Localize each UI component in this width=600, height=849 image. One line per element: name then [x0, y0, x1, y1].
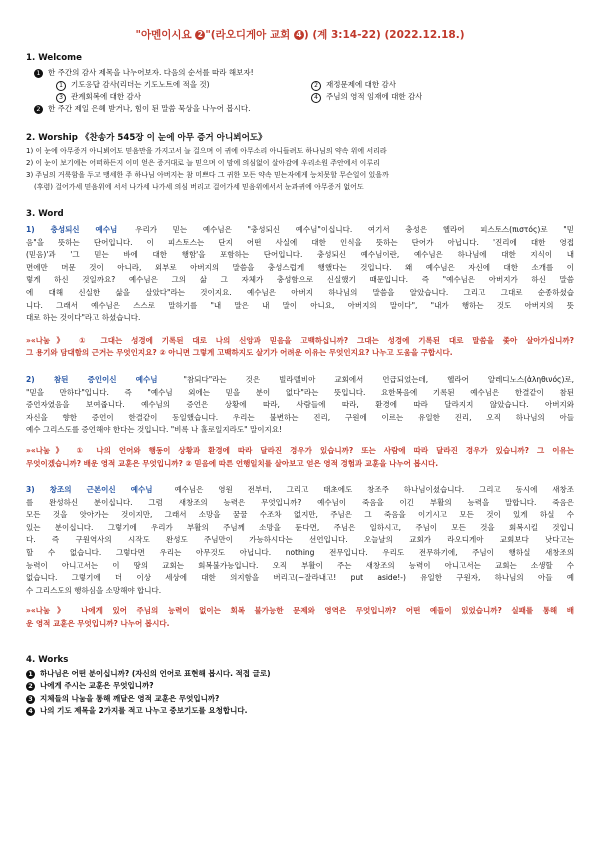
bullet-icon: 3 [26, 695, 35, 704]
paragraph-line: 없습니다. 그렇기에 더 이상 세상에 대한 의지함을 버리고(~잘라내고! put aside!-) 유일한 구원자, 하나님의 아들 예 [26, 573, 574, 583]
circled-number-icon: 2 [311, 81, 321, 91]
bullet-icon: 1 [34, 69, 43, 78]
welcome-second: 2 한 주간 제일 은혜 받거나, 힘이 된 말씀 묵상을 나누어 봅시다. [26, 103, 574, 115]
hymn-line: 1) 이 눈에 아무증거 아니뵈어도 믿음만을 가지고서 늘 걸으며 이 귀에 아무소리 아니들려도 하나님의 약속 위에 서리라 [26, 147, 387, 155]
hymn-line: 3) 주님의 거룩함을 두고 맹세한 주 하나님 아버지는 참 미쁘다 그 귀한 모든 약속 믿는자에게 능치못할 무슨일이 있을까 [26, 171, 389, 179]
welcome-intro: 1 한 주간의 감사 제목을 나누어보자. 다음의 순서를 따라 해보자! [26, 67, 574, 79]
welcome-item: 4 주님의 영적 임재에 대한 감사 [311, 91, 422, 103]
works-heading: 4. Works [26, 654, 69, 665]
share-question: »«나눔》 ① 그대는 성경에 기록된 대로 나의 신앙과 믿음을 고백하십니까? 그대는 성경에 기록된 대로 말씀을 좇아 살아가십니까? [26, 335, 574, 345]
word-section-1: 1) 충성되신 예수님 우리가 믿는 예수님은 "충성되신 예수님"이십니다. 여기서 충성은 헬라어 피스토스(πιστός)로 "믿 음"을 뜻하는 단어입니다. 이 피스토스는 단지 어떤 사실에 대한 인식을 뜻하는 단어가 아닙니다. '진리에 대한 영접 (믿음)'과 '그 믿는 바에 대한 행함'을 포함하는 단어입니다. 충성되신 예수님이란, 예수님은 하나님에 대한 지식이 내 면에만 머문 것이 아니라, 외부로 아버지의 말씀을 충성스럽게 행했다는 것입니다. 왜 예수님은 자신에 대한 소개를 이 렇게 하신 것일까요? 예수님은 그의 삶 그 자체가 충성함으로 신실했기 때문입니다. 즉 "예수님은 아버지가 하신 말씀 에 대해 신실한 삶을 살았다"라는 것이지요. 예수님은 아버지 하나님의 말씀을 알았습니다. 그리고 그대로 순종하셨습 니다. 그래서 예수님은 스스로 말하기를 "내 말은 내 말이 아니요, 아버지의 말이다", "내가 행하는 것도 아버지의 뜻 대로 하는 것이다"라고 하셨습니다. »«나눔》 ① 그대는 성경에 기록된 대로 나의 신앙과 믿음을 고백하십니까? 그대는 성경에 기록된 대로 말씀을 좇아 살아가십니까? 그 용기와 담대함의 근거는 무엇인지요? ② 아니면 그렇게 고백하지도 살기가 어려운 이유는 무엇인지요? 나누고 도움을 구합시다. [26, 224, 574, 360]
works-item: 4 나의 기도 제목을 2가지를 적고 나누고 중보기도를 요청합니다. [26, 705, 574, 718]
section-title: 3) 창조의 근본이신 예수님 [26, 485, 153, 495]
bullet-icon: 4 [26, 707, 35, 716]
share-question: »«나눔》 나에게 있어 주님의 능력이 없이는 회복 불가능한 문제와 영역은 무엇입니까? 어떤 예들이 있었습니까? 실패를 통해 배 [26, 606, 574, 616]
paragraph-line: 면에만 머문 것이 아니라, 외부로 아버지의 말씀을 충성스럽게 행했다는 것입니다. 왜 예수님은 자신에 대한 소개를 이 [26, 262, 574, 272]
worship-heading: 2. Worship 《찬송가 545장 이 눈에 아무 증거 아니뵈어도》 [26, 133, 267, 143]
circled-number-icon: 3 [56, 93, 66, 103]
paragraph-line: 증언자였음을 보여줍니다. 예수님의 증언은 상황에 따라, 사람들에 따라, 환경에 따라 달라지지 않았습니다. 아버지와 [26, 400, 574, 410]
word-section-2: 2) 참된 증인이신 예수님 "참되다"라는 것은 빌라델비아 교회에서 언급되었는데, 헬라어 알레디노스(ἀληθινός)로, "믿을 만하다"입니다. 즉 "예수님 외에는 믿을 분이 없다"라는 뜻입니다. 요한복음에 기록된 예수님은 한결같이 참된 증언자였음을 보여줍니다. 예수님의 증언은 상황에 따라, 사람들에 따라, 환경에 따라 달라지지 않았습니다. 아버지와 자신을 향한 증언이 한결같이 동일했습니다. 우리는 불변하는 진리, 구원에 이르는 유일한 진리, 오직 하나님의 아들 예수 그리스도를 증언해야 한다는 것입니다. "비록 나 홀로일지라도" 말이지요! »«나눔》 ① 나의 언어와 행동이 상황과 환경에 따라 달라진 경우가 있습니까? 또는 사람에 따라 달라진 경우가 있습니까? 그 이유는 무엇이겠습니까? 배운 영적 교훈은 무엇입니까? ② 믿음에 따른 언행일치를 살아보고 얻은 영적 경험과 교훈을 나누어 봅시다. [26, 374, 574, 470]
paragraph-line: 자신을 향한 증언이 한결같이 동일했습니다. 우리는 불변하는 진리, 구원에 이르는 유일한 진리, 오직 하나님의 아들 [26, 412, 574, 422]
word-heading: 3. Word [26, 209, 64, 219]
circled-number-icon: 1 [56, 81, 66, 91]
paragraph-line: 렇게 하신 것일까요? 예수님은 그의 삶 그 자체가 충성함으로 신실했기 때문입니다. 즉 "예수님은 아버지가 하신 말씀 [26, 275, 574, 285]
paragraph-line: 예수 그리스도를 증언해야 한다는 것입니다. "비록 나 홀로일지라도" 말이지요! [26, 425, 282, 435]
works-item: 2 나에게 주시는 교훈은 무엇입니까? [26, 680, 574, 693]
welcome-item: 3 관계회복에 대한 감사 [56, 91, 311, 103]
bullet-icon: 2 [34, 105, 43, 114]
section-title: 2) 참된 증인이신 예수님 [26, 374, 158, 384]
share-question: 그 용기와 담대함의 근거는 무엇인지요? ② 아니면 그렇게 고백하지도 살기가 어려운 이유는 무엇인지요? 나누고 도움을 구합시다. [26, 348, 453, 358]
hymn-refrain: (후렴) 걸어가세 믿음위에 서서 나가세 나가세 의심 버리고 걸어가세 믿음위에서서 눈과귀에 아무증거 없어도 [34, 183, 364, 191]
share-question: 운 영적 교훈은 무엇입니까? 나누어 봅시다. [26, 619, 170, 629]
works-item: 1 하나님은 어떤 분이십니까? (자신의 언어로 표현해 봅시다. 적접 글로) [26, 668, 574, 681]
paragraph-line: (믿음)'과 '그 믿는 바에 대한 행함'을 포함하는 단어입니다. 충성되신 예수님이란, 예수님은 하나님에 대한 지식이 내 [26, 250, 574, 260]
paragraph-line: "믿을 만하다"입니다. 즉 "예수님 외에는 믿을 분이 없다"라는 뜻입니다. 요한복음에 기록된 예수님은 한결같이 참된 [26, 387, 574, 397]
paragraph-line: 를 완성하신 분이십니다. 그럼 새창조의 능력은 무엇입니까? 예수님이 죽음을 이긴 부활의 능력을 말합니다. 죽음은 [26, 497, 574, 507]
paragraph-line: 모든 것을 앗아가는 것이지만, 그래서 소망을 꿈꿀 수조차 없지만, 주님은 그 죽음을 이기시고 모든 것이 있게 하실 수 [26, 510, 574, 520]
paragraph-line: 할 수 없습니다. 그렇다면 우리는 아무것도 아닙니다. nothing 전무입니다. 우리도 전무하기에, 주님이 행하실 새창조의 [26, 548, 574, 558]
paragraph-line: 있는 분이십니다. 그렇기에 우리가 부활의 주님께 소망을 둔다면, 주님은 일하시고, 주님이 모든 것을 회복시킬 것입니 [26, 522, 574, 532]
share-question: 무엇이겠습니까? 배운 영적 교훈은 무엇입니까? ② 믿음에 따른 언행일치를 살아보고 얻은 영적 경험과 교훈을 나누어 봅시다. [26, 458, 439, 468]
church-number-badge: 4 [294, 30, 304, 40]
paragraph-line: 에 대해 신실한 삶을 살았다"라는 것이지요. 예수님은 아버지 하나님의 말씀을 알았습니다. 그리고 그대로 순종하셨습 [26, 287, 574, 297]
paragraph-line: 대로 하는 것이다"라고 하셨습니다. [26, 313, 141, 323]
paragraph-line: 능력이 아니고서는 이 땅의 교회는 회복불가능입니다. 오직 부활이 주는 새창조의 능력이 아니고서는 교회는 소생할 수 [26, 560, 574, 570]
bullet-icon: 2 [26, 682, 35, 691]
title-part1: "아멘이시요 [135, 29, 196, 41]
welcome-item: 1 기도응답 감사(리더는 기도노트에 적을 것) [56, 79, 311, 91]
welcome-item: 2 재정문제에 대한 감사 [311, 79, 422, 91]
works-item: 3 지체들의 나눔을 통해 깨달은 영적 교훈은 무엇입니까? [26, 693, 574, 706]
page-title [26, 0, 574, 41]
circled-number-icon: 4 [311, 93, 321, 103]
paragraph-line: 니다. 그래서 예수님은 스스로 말하기를 "내 말은 내 말이 아니요, 아버지의 말이다", "내가 행하는 것도 아버지의 뜻 [26, 300, 574, 310]
title-part2: "(라오디게아 교회 [205, 29, 294, 41]
title-number-badge: 2 [195, 30, 205, 40]
bullet-icon: 1 [26, 670, 35, 679]
hymn-line: 2) 이 눈이 보기에는 어떠하든지 이미 얻은 증거대로 늘 믿으며 이 맘에 의심없이 살아감에 우리소원 주안에서 이루리 [26, 159, 380, 167]
welcome-grid [26, 79, 574, 103]
paragraph-line: 음"을 뜻하는 단어입니다. 이 피스토스는 단지 어떤 사실에 대한 인식을 뜻하는 단어가 아닙니다. '진리에 대한 영접 [26, 237, 574, 247]
section-title: 1) 충성되신 예수님 [26, 225, 118, 234]
paragraph-line: 수 그리스도의 행하심을 소망해야 합니다. [26, 585, 162, 595]
works-list [26, 668, 574, 718]
word-section-3: 3) 창조의 근본이신 예수님 예수님은 영원 전부터, 그리고 태초에도 창조주 하나님이셨습니다. 그리고 동시에 새창조 를 완성하신 분이십니다. 그럼 새창조의 능력은 무엇입니까? 예수님이 죽음을 이긴 부활의 능력을 말합니다. 죽음은 모든 것을 앗아가는 것이지만, 그래서 소망을 꿈꿀 수조차 없지만, 주님은 그 죽음을 이기시고 모든 것이 있게 하실 수 있는 분이십니다. 그렇기에 우리가 부활의 주님께 소망을 둔다면, 주님은 일하시고, 주님이 모든 것을 회복시킬 것입니 다. 즉 구원역사의 시작도 완성도 주님만이 가능하시다는 선언입니다. 오늘날의 교회가 라오디게아 교회보다 낫다고는 할 수 없습니다. 그렇다면 우리는 아무것도 아닙니다. nothing 전무입니다. 우리도 전무하기에, 주님이 행하실 새창조의 능력이 아니고서는 이 땅의 교회는 회복불가능입니다. 오직 부활이 주는 새창조의 능력이 아니고서는 교회는 소생할 수 없습니다. 그렇기에 더 이상 세상에 대한 의지함을 버리고(~잘라내고! put aside!-) 유일한 구원자, 하나님의 아들 예 수 그리스도의 행하심을 소망해야 합니다. »«나눔》 나에게 있어 주님의 능력이 없이는 회복 불가능한 문제와 영역은 무엇입니까? 어떤 예들이 있었습니까? 실패를 통해 배 운 영적 교훈은 무엇입니까? 나누어 봅시다. [26, 484, 574, 631]
paragraph-line: 다. 즉 구원역사의 시작도 완성도 주님만이 가능하시다는 선언입니다. 오늘날의 교회가 라오디게아 교회보다 낫다고는 [26, 535, 574, 545]
welcome-heading: 1. Welcome [26, 53, 82, 63]
share-question: »«나눔》 ① 나의 언어와 행동이 상황과 환경에 따라 달라진 경우가 있습니까? 또는 사람에 따라 달라진 경우가 있습니까? 그 이유는 [26, 445, 574, 455]
title-part3: ) (계 3:14-22) (2022.12.18.) [303, 29, 465, 41]
